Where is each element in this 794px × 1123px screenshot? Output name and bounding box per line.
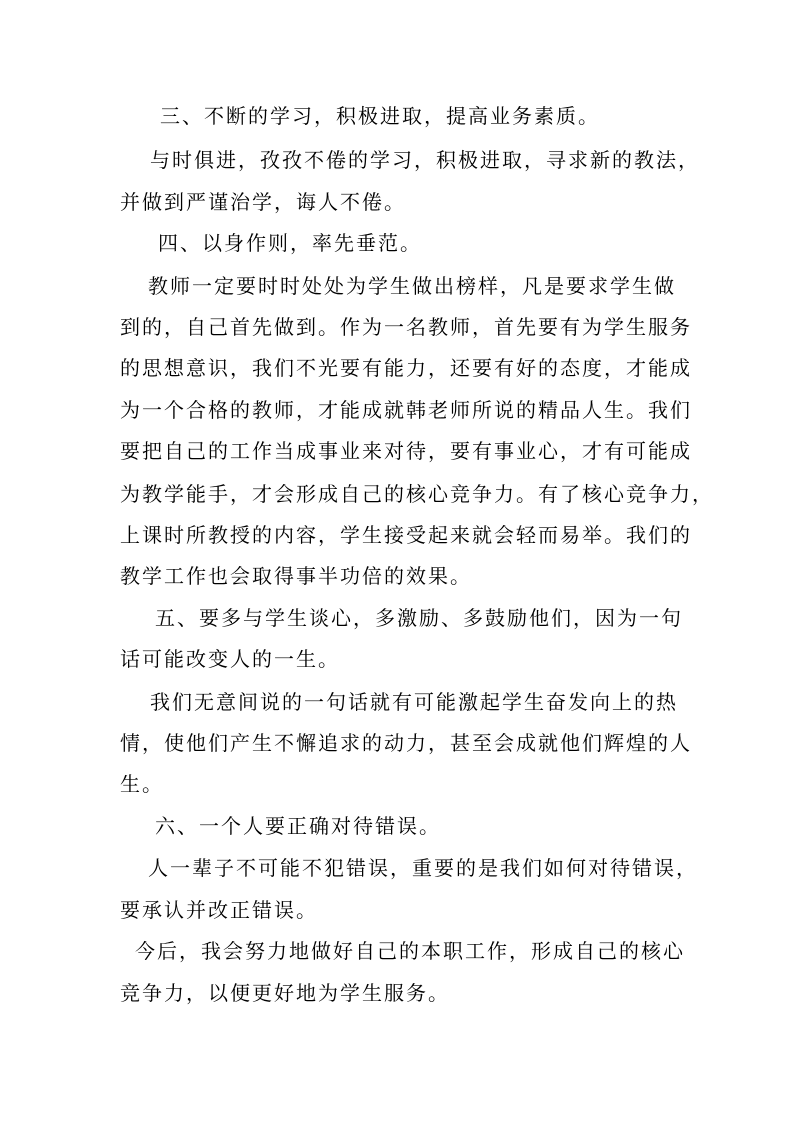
paragraph-line: 与时俱进，孜孜不倦的学习，积极进取，寻求新的教法， xyxy=(150,148,700,172)
heading-3: 三、不断的学习，积极进取，提高业务素质。 xyxy=(160,104,600,128)
paragraph-line: 到的，自己首先做到。作为一名教师，首先要有为学生服务 xyxy=(120,315,692,339)
heading-5: 五、要多与学生谈心，多激励、多鼓励他们，因为一句 xyxy=(155,606,683,630)
paragraph-line: 并做到严谨治学，诲人不倦。 xyxy=(120,190,406,214)
paragraph-line: 上课时所教授的内容，学生接受起来就会轻而易举。我们的 xyxy=(120,523,692,547)
paragraph-line: 教学工作也会取得事半功倍的效果。 xyxy=(120,564,472,588)
paragraph-line: 教师一定要时时处处为学生做出榜样，凡是要求学生做 xyxy=(148,274,676,298)
paragraph-line: 我们无意间说的一句话就有可能激起学生奋发向上的热 xyxy=(150,690,678,714)
heading-4: 四、以身作则，率先垂范。 xyxy=(158,231,422,255)
paragraph-line: 要把自己的工作当成事业来对待，要有事业心，才有可能成 xyxy=(120,439,692,463)
paragraph-line: 竞争力，以便更好地为学生服务。 xyxy=(120,981,450,1005)
paragraph-line: 生。 xyxy=(120,772,164,796)
heading-6: 六、一个人要正确对待错误。 xyxy=(155,814,441,838)
paragraph-line: 为一个合格的教师，才能成就韩老师所说的精品人生。我们 xyxy=(120,398,692,422)
paragraph-line: 话可能改变人的一生。 xyxy=(120,647,340,671)
paragraph-line: 今后，我会努力地做好自己的本职工作，形成自己的核心 xyxy=(135,939,685,963)
paragraph-line: 的思想意识，我们不光要有能力，还要有好的态度，才能成 xyxy=(120,356,692,380)
paragraph-line: 情，使他们产生不懈追求的动力，甚至会成就他们辉煌的人 xyxy=(120,731,692,755)
paragraph-line: 人一辈子不可能不犯错误，重要的是我们如何对待错误， xyxy=(148,856,698,880)
paragraph-line: 要承认并改正错误。 xyxy=(120,898,318,922)
paragraph-line: 为教学能手，才会形成自己的核心竞争力。有了核心竞争力， xyxy=(120,482,714,506)
